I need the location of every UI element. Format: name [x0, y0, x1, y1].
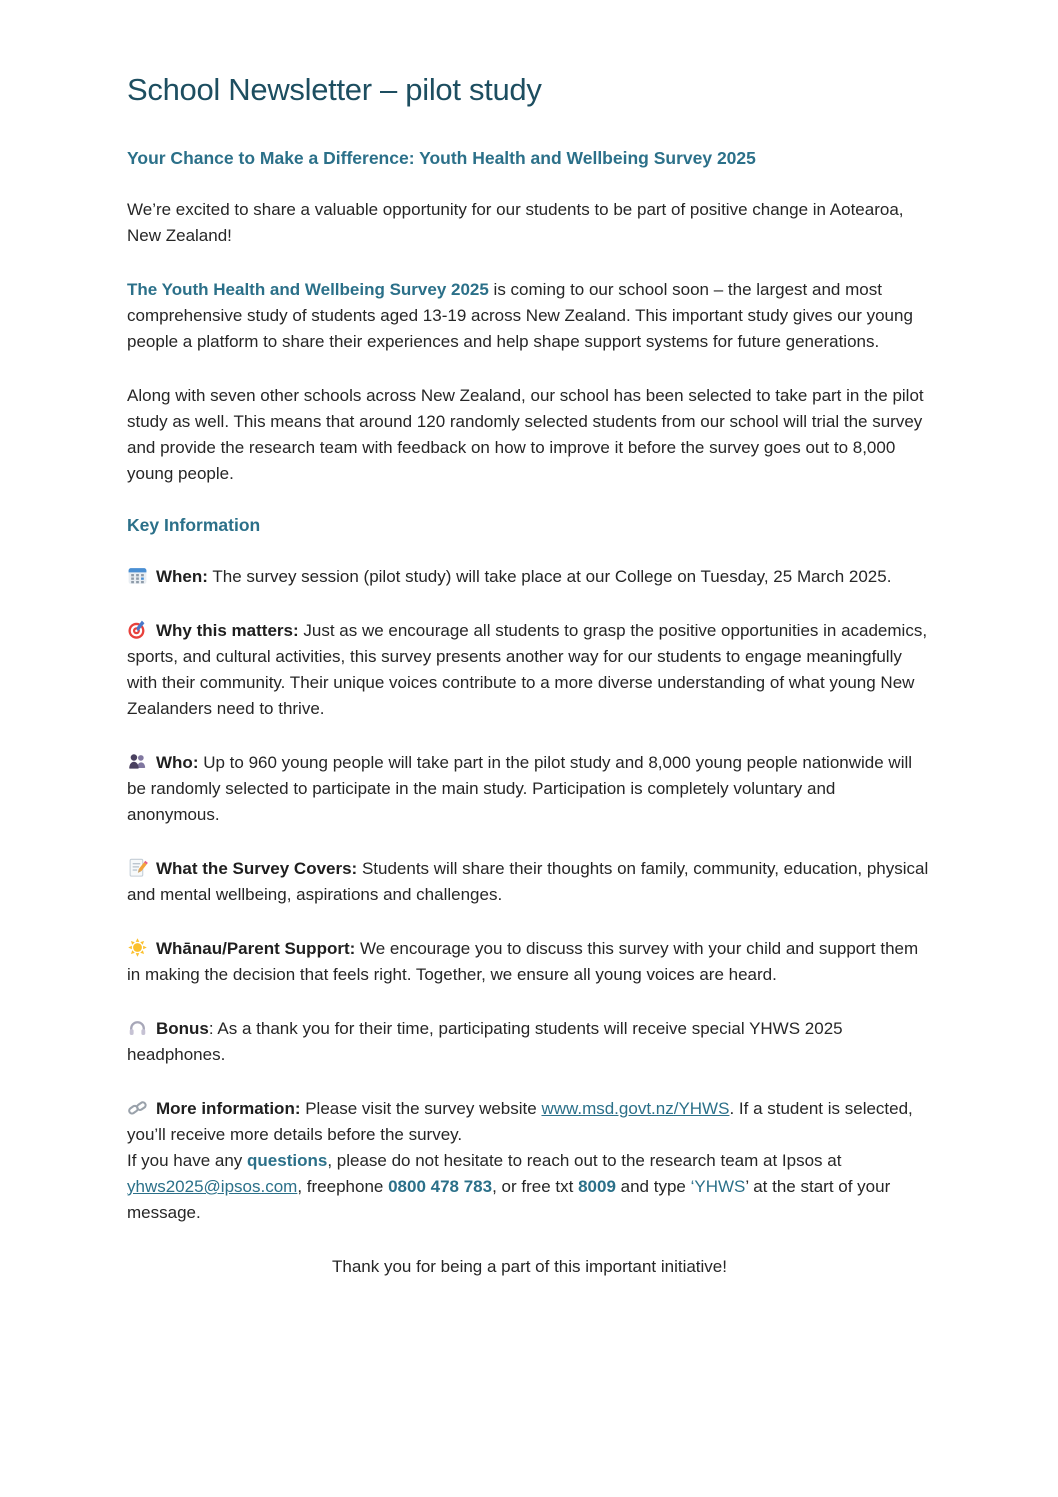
- contact-text-6: ’ at the start of your message.: [127, 1177, 891, 1222]
- contact-text-5: and type: [615, 1177, 691, 1196]
- contact-text-1: If you have any: [127, 1151, 248, 1170]
- calendar-icon: [127, 565, 148, 586]
- paragraph-survey-overview: [127, 277, 932, 355]
- paragraph-pilot-selection-text: Along with seven other schools across New Zealand, our school has been selected to take part in the pilot study as well. This means that around 120 randomly selected students from our school will trial the survey and provide the research team with feedback on how to improve it before the survey goes out to 8,000 young people.: [127, 386, 924, 483]
- key-info-text-bonus: : As a thank you for their time, participating students will receive special YHWS 2025 headphones.: [127, 1019, 843, 1064]
- survey-name-emphasis: The Youth Health and Wellbeing Survey 2025: [127, 280, 489, 299]
- freephone-number: 0800 478 783: [388, 1177, 493, 1196]
- key-info-label-when: When:: [156, 567, 208, 586]
- more-information-label: More information:: [156, 1099, 301, 1118]
- yhws-keyword: ‘YHWS: [690, 1177, 746, 1196]
- key-info-label-bonus: Bonus: [156, 1019, 209, 1038]
- key-information-heading: Key Information: [127, 515, 261, 535]
- free-txt-number: 8009: [578, 1177, 616, 1196]
- doc-title: School Newsletter – pilot study: [127, 72, 542, 107]
- key-info-item-bonus: [127, 1016, 932, 1068]
- key-info-item-covers: [127, 856, 932, 908]
- key-info-text-when: The survey session (pilot study) will take place at our College on Tuesday, 25 March 2025.: [207, 567, 892, 586]
- key-info-item-whanau: [127, 936, 932, 988]
- key-info-text-covers: Students will share their thoughts on family, community, education, physical and mental wellbeing, aspirations and challenges.: [127, 859, 929, 904]
- key-info-label-covers: What the Survey Covers:: [156, 859, 358, 878]
- email-link[interactable]: yhws2025@ipsos.com: [127, 1177, 298, 1196]
- paragraph-intro-text: We’re excited to share a valuable opportunity for our students to be part of positive change in Aotearoa, New Zealand!: [127, 200, 904, 245]
- key-info-text-whanau: We encourage you to discuss this survey with your child and support them in making the decision that feels right. Together, we ensure all young voices are heard.: [127, 939, 919, 984]
- paragraph-more-information: [127, 1096, 932, 1226]
- key-info-item-who: [127, 750, 932, 828]
- more-information-text-1: Please visit the survey website: [300, 1099, 542, 1118]
- key-info-text-why: Just as we encourage all students to grasp the positive opportunities in academics, sports, and cultural activities, this survey presents another way for our students to engage meaningfully with their community. Their unique voices contribute to a more diverse understanding of what young New Zealanders need to thrive.: [127, 621, 928, 718]
- key-info-item-when: [127, 564, 932, 590]
- key-info-label-who: Who:: [156, 753, 199, 772]
- paragraph-survey-overview-text: is coming to our school soon – the largest and most comprehensive study of students aged 13-19 across New Zealand. This important study gives our young people a platform to share their experiences and help shape support systems for future generations.: [127, 280, 913, 351]
- headphones-icon: [127, 1017, 148, 1038]
- key-info-item-why: [127, 618, 932, 722]
- key-info-label-why: Why this matters:: [156, 621, 299, 640]
- paragraph-intro: [127, 197, 932, 249]
- closing-line: Thank you for being a part of this important initiative!: [332, 1257, 727, 1276]
- contact-text-4: , or free txt: [492, 1177, 579, 1196]
- memo-icon: [127, 857, 148, 878]
- people-icon: [127, 751, 148, 772]
- link-icon: [127, 1097, 148, 1118]
- contact-text-3: , freephone: [297, 1177, 389, 1196]
- key-info-text-who: Up to 960 young people will take part in the pilot study and 8,000 young people nationwide will be randomly selected to participate in the main study. Participation is completely voluntary and anonymous.: [127, 753, 913, 824]
- paragraph-pilot-selection: [127, 383, 932, 487]
- target-icon: [127, 619, 148, 640]
- main-heading: Your Chance to Make a Difference: Youth Health and Wellbeing Survey 2025: [127, 148, 756, 168]
- questions-emphasis: questions: [247, 1151, 328, 1170]
- survey-website-link[interactable]: www.msd.govt.nz/YHWS: [541, 1099, 730, 1118]
- more-information-text-2: . If a student is selected, you’ll receive more details before the survey.: [127, 1099, 913, 1144]
- contact-text-2: , please do not hesitate to reach out to the research team at Ipsos at: [327, 1151, 842, 1170]
- key-info-label-whanau: Whānau/Parent Support:: [156, 939, 356, 958]
- sun-icon: [127, 937, 148, 958]
